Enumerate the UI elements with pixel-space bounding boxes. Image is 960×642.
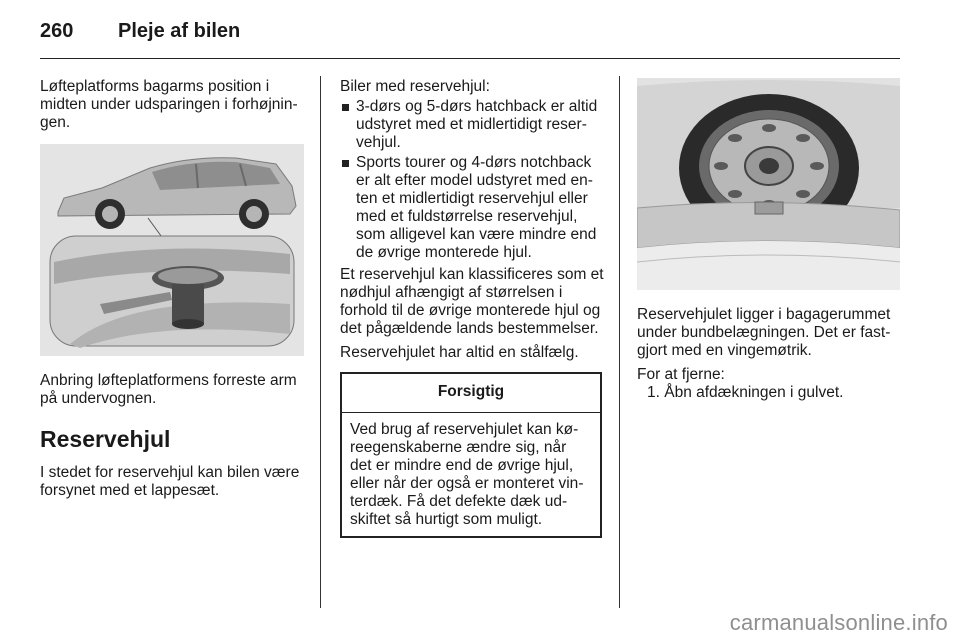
column-left	[40, 78, 304, 500]
bullet-square-icon	[342, 160, 349, 167]
paragraph: Reservehjulet ligger i bagagerummet under bundbelægningen. Det er fastgjort med en vingemøtrik.	[637, 306, 891, 359]
paragraph: Et reservehjul kan klassificeres som et nødhjul afhængigt af størrelsen i forhold til de øvrige monterede hjul og det pågældende lands bestemmelser.	[340, 266, 604, 337]
column-middle	[340, 78, 604, 538]
page-number: 260	[40, 20, 74, 42]
column-divider	[619, 76, 620, 608]
bullet-item: 3-dørs og 5-dørs hatchback er altid udstyret med et midlertidigt reservehjul.	[340, 98, 604, 152]
figure-caption: Anbring løfteplatformens forreste arm på undervognen.	[40, 372, 297, 407]
paragraph: Reservehjulet har altid en stålfælg.	[340, 344, 579, 361]
column-right	[637, 78, 901, 402]
caution-heading: Forsigtig	[342, 374, 600, 413]
car-lift-figure	[40, 144, 304, 356]
bullet-item: Sports tourer og 4-dørs notchback er alt efter model udstyret med enten et midlertidigt reservehjul eller med et fuldstørrelse reservehjul, som alligevel kan være mindre end de øvrige monterede hjul.	[340, 154, 604, 262]
paragraph: For at fjerne:	[637, 366, 725, 383]
bullet-square-icon	[342, 104, 349, 111]
watermark: carmanualsonline.info	[729, 610, 948, 635]
lead-text: Biler med reservehjul:	[340, 78, 490, 95]
section-heading: Reservehjul	[40, 426, 171, 452]
caution-box	[340, 372, 602, 538]
intro-paragraph: Løfteplatforms bagarms position i midten under udsparingen i forhøjningen.	[40, 78, 298, 131]
column-divider	[320, 76, 321, 608]
header-rule	[40, 58, 900, 59]
section-text: I stedet for reservehjul kan bilen være forsynet med et lappesæt.	[40, 464, 300, 499]
spare-wheel-figure	[637, 78, 900, 290]
caution-text: Ved brug af reservehjulet kan køreegenskaberne ændre sig, når det er mindre end de øvrige hjul, eller når der også er monteret vinterdæk. Få det defekte dæk udskiftet så hurtigt som muligt.	[350, 421, 584, 528]
step-item: 1. Åbn afdækningen i gulvet.	[647, 384, 844, 401]
page-title: Pleje af bilen	[118, 20, 241, 42]
